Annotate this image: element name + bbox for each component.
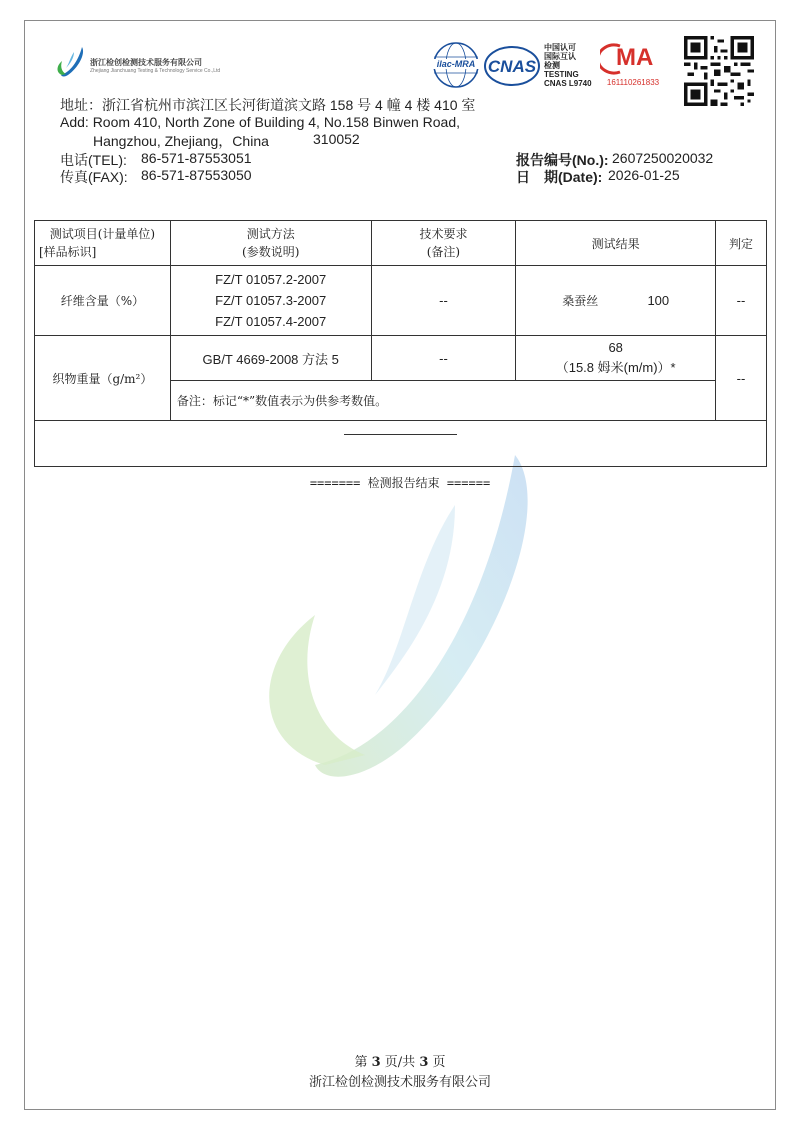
results-table bbox=[34, 220, 767, 467]
fax-label: 传真(FAX): bbox=[60, 169, 128, 185]
result-fiber-value: 100 bbox=[647, 293, 670, 308]
header-method bbox=[170, 221, 371, 266]
result-fiber-label: 桑蚕丝 bbox=[562, 294, 599, 308]
report-no-label: 报告编号(No.): bbox=[516, 152, 609, 168]
row-fiber-methods bbox=[170, 266, 371, 336]
cnas-testing: TESTING bbox=[544, 70, 579, 79]
header-method-line-1: 测试方法 bbox=[246, 227, 295, 241]
watermark-logo bbox=[255, 445, 555, 790]
table-row bbox=[35, 336, 767, 381]
row-fiber-result bbox=[516, 266, 716, 336]
table-header-row bbox=[35, 221, 767, 266]
address-en-line-1: Add: Room 410, North Zone of Building 4, No.158 Binwen Road, bbox=[60, 114, 461, 130]
page-prefix: 第 bbox=[354, 1055, 368, 1070]
ilac-mra-label: ilac-MRA bbox=[432, 59, 480, 69]
page-mid: 页/共 bbox=[384, 1055, 416, 1070]
page-number bbox=[0, 1051, 800, 1070]
header-method-line-2: (参数说明) bbox=[242, 245, 300, 259]
fax-value: 86-571-87553050 bbox=[141, 167, 252, 183]
cma-mark bbox=[600, 42, 666, 88]
postcode: 310052 bbox=[313, 131, 360, 147]
result-weight-value: 68 bbox=[608, 340, 623, 355]
header-requirement bbox=[371, 221, 516, 266]
row-fiber-judgement: -- bbox=[716, 266, 767, 336]
cma-number: 161110261833 bbox=[606, 78, 660, 87]
method-line: FZ/T 01057.2-2007 bbox=[215, 272, 327, 287]
date-value: 2026-01-25 bbox=[608, 167, 680, 183]
header-item-line-2: [样品标识] bbox=[39, 245, 97, 259]
end-line bbox=[344, 434, 457, 435]
row-weight-item: 织物重量（g/m²） bbox=[35, 336, 171, 421]
company-logo-icon bbox=[56, 46, 86, 78]
header-judgement: 判定 bbox=[716, 221, 767, 266]
header-item-line-1: 测试项目(计量单位) bbox=[49, 227, 156, 241]
cnas-label: CNAS bbox=[487, 57, 537, 76]
row-weight-method: GB/T 4669-2008 方法 5 bbox=[170, 336, 371, 381]
row-fiber-item: 纤维含量（%） bbox=[35, 266, 171, 336]
row-weight-judgement: -- bbox=[716, 336, 767, 421]
company-logo-name: 浙江检创检测技术服务有限公司 bbox=[90, 58, 202, 67]
row-weight-requirement: -- bbox=[371, 336, 516, 381]
company-logo-name-en: Zhejiang Jianchuang Testing & Technology Service Co.,Ltd bbox=[90, 68, 221, 74]
row-fiber-requirement: -- bbox=[371, 266, 516, 336]
header-req-line-2: (备注) bbox=[426, 245, 461, 259]
header-req-line-1: 技术要求 bbox=[419, 227, 468, 241]
cnas-cn-line-3: 检测 bbox=[544, 61, 560, 70]
date-label: 日 期(Date): bbox=[516, 169, 603, 185]
method-line: FZ/T 01057.3-2007 bbox=[215, 293, 327, 308]
remark-text: 备注：标记“*”数值表示为供参考数值。 bbox=[170, 381, 715, 421]
method-line: FZ/T 01057.4-2007 bbox=[215, 314, 327, 329]
cnas-cn-line-1: 中国认可 bbox=[544, 43, 576, 52]
page-total: 3 bbox=[419, 1055, 429, 1070]
cnas-mark bbox=[484, 45, 540, 87]
cnas-cn-line-2: 国际互认 bbox=[544, 52, 576, 61]
tel-label: 电话(TEL): bbox=[60, 152, 127, 168]
cnas-number: CNAS L9740 bbox=[544, 79, 592, 88]
table-blank-row bbox=[35, 421, 767, 467]
qr-code-icon bbox=[684, 36, 754, 106]
report-end-text: ======= 检测报告结束 ====== bbox=[309, 476, 491, 490]
address-en-line-2: Hangzhou, Zhejiang，China bbox=[93, 133, 269, 149]
page-suffix: 页 bbox=[432, 1055, 446, 1070]
report-no-value: 2607250020032 bbox=[612, 150, 714, 166]
cma-label: MA bbox=[616, 44, 654, 71]
footer-company: 浙江检创检测技术服务有限公司 bbox=[308, 1075, 491, 1090]
row-weight-result bbox=[516, 336, 716, 381]
cnas-cn-text bbox=[544, 43, 592, 88]
ilac-mra-mark bbox=[432, 41, 480, 89]
table-row bbox=[35, 266, 767, 336]
page-current: 3 bbox=[371, 1055, 381, 1070]
header-result: 测试结果 bbox=[516, 221, 716, 266]
header-test-item bbox=[35, 221, 171, 266]
tel-value: 86-571-87553051 bbox=[141, 150, 252, 166]
address-cn: 地址：浙江省杭州市滨江区长河街道滨文路 158 号 4 幢 4 楼 410 室 bbox=[60, 97, 476, 113]
result-weight-note: （15.8 姆米(m/m)）* bbox=[555, 360, 676, 375]
blank-cell bbox=[35, 421, 767, 467]
